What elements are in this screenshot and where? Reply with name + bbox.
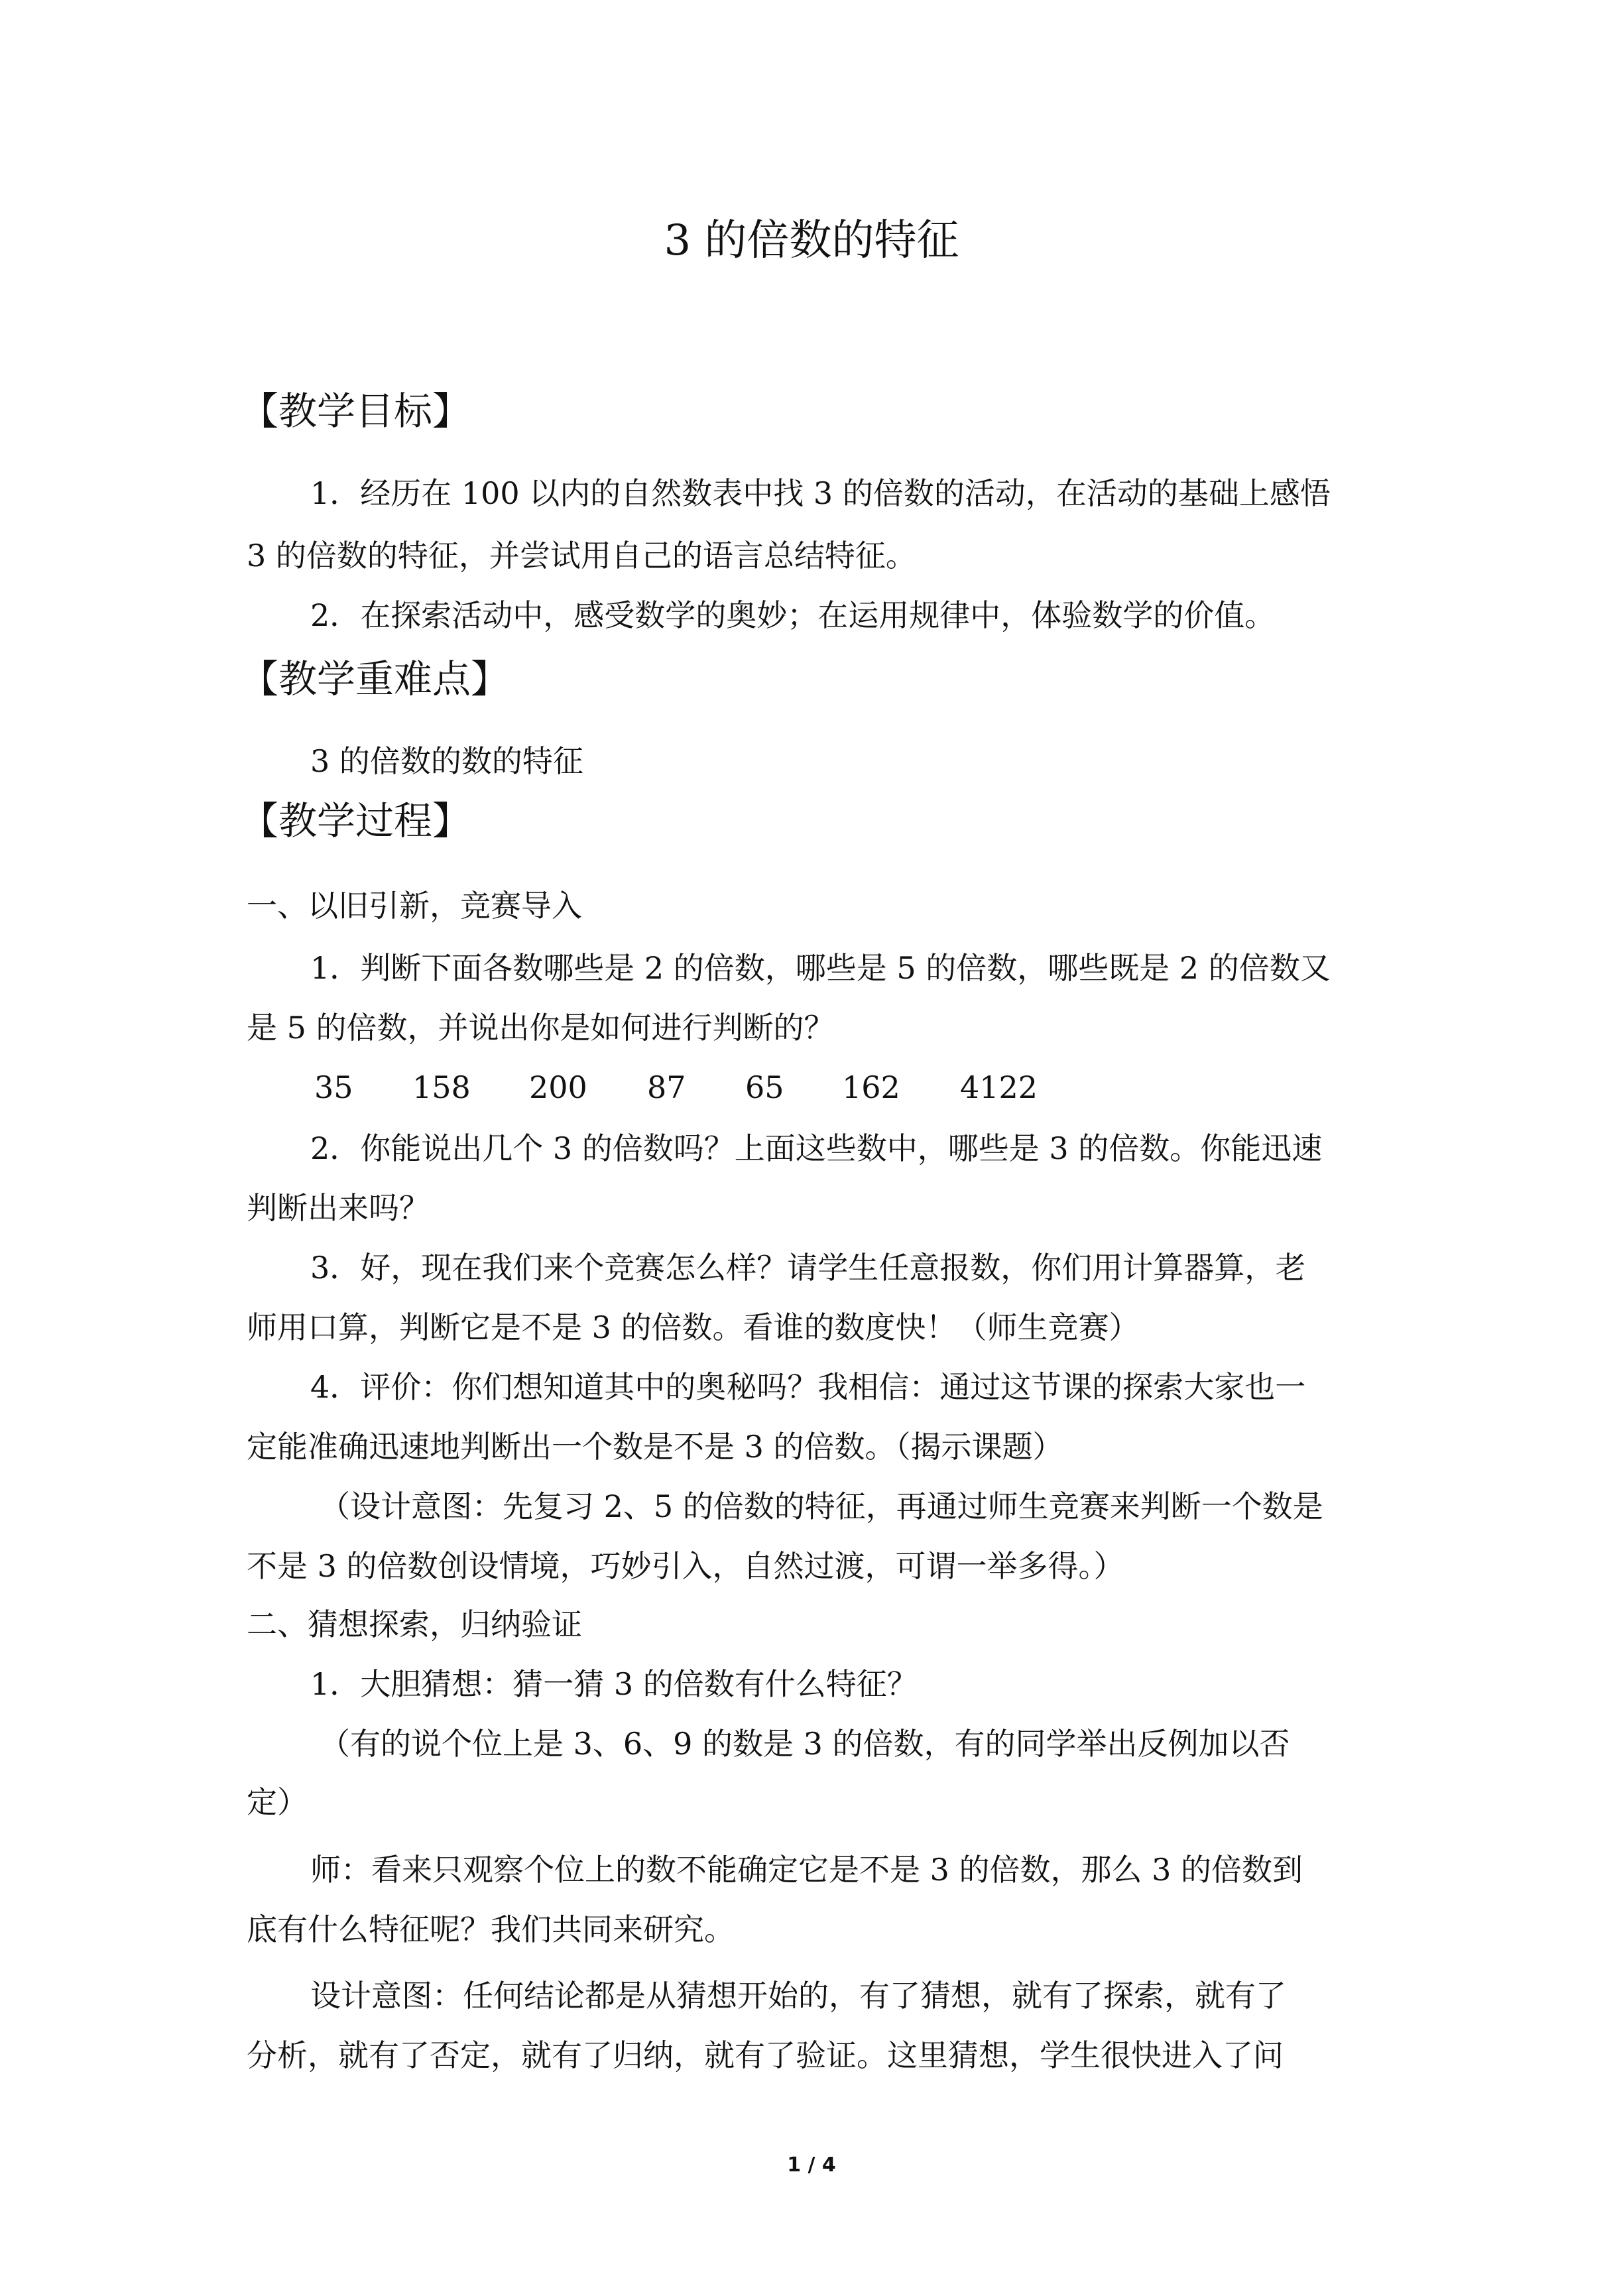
page-number: 1 / 4 — [787, 2153, 836, 2177]
keypoint-line: 3 的倍数的数的特征 — [310, 743, 583, 779]
paragraph-line: （有的说个位上是 3、6、9 的数是 3 的倍数，有的同学举出反例加以否 — [320, 1726, 1290, 1762]
paragraph-line: 3．好，现在我们来个竞赛怎么样？请学生任意报数，你们用计算器算，老 — [310, 1250, 1306, 1286]
heading-keypoints: 【教学重难点】 — [240, 656, 510, 701]
page-title: 3 的倍数的特征 — [664, 216, 959, 265]
number-item: 65 — [745, 1069, 784, 1105]
section-title: 一、以旧引新，竞赛导入 — [247, 888, 582, 924]
paragraph-line: 2．你能说出几个 3 的倍数吗？上面这些数中，哪些是 3 的倍数。你能迅速 — [310, 1130, 1323, 1166]
number-item: 158 — [412, 1069, 471, 1105]
number-item: 87 — [647, 1069, 686, 1105]
paragraph-line: 1．判断下面各数哪些是 2 的倍数，哪些是 5 的倍数，哪些既是 2 的倍数又 — [310, 950, 1331, 986]
design-note-line: 不是 3 的倍数创设情境，巧妙引入，自然过渡，可谓一举多得。） — [247, 1548, 1124, 1584]
number-item: 4122 — [960, 1069, 1038, 1105]
heading-process: 【教学过程】 — [240, 798, 471, 843]
number-item: 162 — [842, 1069, 900, 1105]
section-title: 二、猜想探索，归纳验证 — [247, 1606, 582, 1642]
number-item: 35 — [314, 1069, 353, 1105]
objective-line: 2．在探索活动中，感受数学的奥妙；在运用规律中，体验数学的价值。 — [310, 597, 1276, 633]
number-list — [314, 1066, 1038, 1109]
paragraph-line: 师用口算，判断它是不是 3 的倍数。看谁的数度快！（师生竞赛） — [247, 1309, 1140, 1345]
paragraph-line: 底有什么特征呢？我们共同来研究。 — [247, 1911, 735, 1947]
objective-line: 3 的倍数的特征，并尝试用自己的语言总结特征。 — [247, 538, 916, 574]
paragraph-line: 定能准确迅速地判断出一个数是不是 3 的倍数。（揭示课题） — [247, 1429, 1063, 1465]
paragraph-line: 1．大胆猜想：猜一猜 3 的倍数有什么特征？ — [310, 1666, 918, 1702]
number-item: 200 — [529, 1069, 587, 1105]
design-note-line: 分析，就有了否定，就有了归纳，就有了验证。这里猜想，学生很快进入了问 — [247, 2037, 1284, 2073]
objective-line: 1．经历在 100 以内的自然数表中找 3 的倍数的活动，在活动的基础上感悟 — [310, 475, 1331, 511]
paragraph-line: 是 5 的倍数，并说出你是如何进行判断的？ — [247, 1010, 835, 1046]
paragraph-line: 师：看来只观察个位上的数不能确定它是不是 3 的倍数，那么 3 的倍数到 — [310, 1852, 1303, 1888]
design-note-line: 设计意图：任何结论都是从猜想开始的，有了猜想，就有了探索，就有了 — [310, 1978, 1286, 2014]
paragraph-line: 判断出来吗？ — [247, 1190, 430, 1226]
paragraph-line: 4．评价：你们想知道其中的奥秘吗？我相信：通过这节课的探索大家也一 — [310, 1369, 1306, 1405]
heading-objectives: 【教学目标】 — [240, 389, 471, 434]
design-note-line: （设计意图：先复习 2、5 的倍数的特征，再通过师生竞赛来判断一个数是 — [320, 1488, 1323, 1524]
paragraph-line: 定） — [247, 1784, 308, 1820]
